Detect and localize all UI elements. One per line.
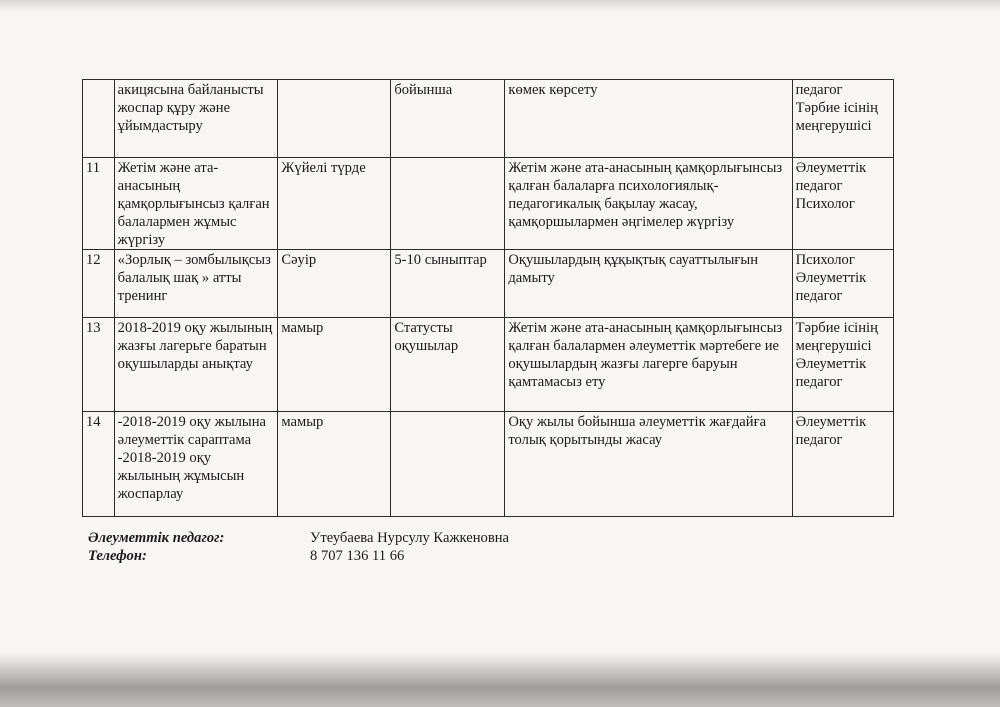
row-number: 13 [83,318,115,412]
pedagog-name: Утеубаева Нурсулу Кажкеновна [310,530,510,546]
table-row [83,80,894,158]
goal-cell: Жетім және ата-анасының қамқорлығынсыз қалған балаларға психологиялық-педагогикалық бақылау жасау, қамқоршылармен әңгімелер жүргізу [505,158,792,250]
event-cell: «Зорлық – зомбылықсыз балалық шақ » атты тренинг [114,250,278,318]
row-number: 11 [83,158,115,250]
audience-cell [391,158,505,250]
scan-top-edge [0,0,1000,14]
audience-cell: Статусты оқушылар [391,318,505,412]
goal-cell: көмек көрсету [505,80,792,158]
audience-cell: 5-10 сыныптар [391,250,505,318]
table-row [83,250,894,318]
time-cell: мамыр [278,412,391,517]
phone-label: Телефон: [88,548,147,564]
plan-table [82,79,894,517]
responsible-cell: Әлеуметтік педагог Психолог [792,158,893,250]
goal-cell: Оқушылардың құқықтық сауаттылығын дамыту [505,250,792,318]
goal-cell: Жетім және ата-анасының қамқорлығынсыз қалған балалармен әлеуметтік мәртебеге ие оқушылардың жазғы лагерге баруын қамтамасыз ету [505,318,792,412]
event-cell: акицясына байланысты жоспар құру және ұйымдастыру [114,80,278,158]
time-cell: Жүйелі түрде [278,158,391,250]
event-cell: 2018-2019 оқу жылының жазғы лагерьге баратын оқушыларды анықтау [114,318,278,412]
phone-value: 8 707 136 11 66 [310,548,405,564]
event-cell: Жетім және ата-анасының қамқорлығынсыз қалған балалармен жұмыс жүргізу [114,158,278,250]
table-row [83,158,894,250]
time-cell: мамыр [278,318,391,412]
time-cell [278,80,391,158]
time-cell: Сәуір [278,250,391,318]
audience-cell [391,412,505,517]
pedagog-label: Әлеуметтік педагог: [88,530,225,546]
table-row [83,318,894,412]
event-cell: -2018-2019 оқу жылына әлеуметтік сараптама -2018-2019 оқу жылының жұмысын жоспарлау [114,412,278,517]
audience-cell: бойынша [391,80,505,158]
responsible-cell: Психолог Әлеуметтік педагог [792,250,893,318]
scan-bottom-edge [0,652,1000,707]
responsible-cell: Әлеуметтік педагог [792,412,893,517]
row-number [83,80,115,158]
row-number: 14 [83,412,115,517]
table-row [83,412,894,517]
goal-cell: Оқу жылы бойынша әлеуметтік жағдайға толық қорытынды жасау [505,412,792,517]
responsible-cell: Тәрбие ісінің меңгерушісі Әлеуметтік педагог [792,318,893,412]
row-number: 12 [83,250,115,318]
responsible-cell: педагог Тәрбие ісінің меңгерушісі [792,80,893,158]
